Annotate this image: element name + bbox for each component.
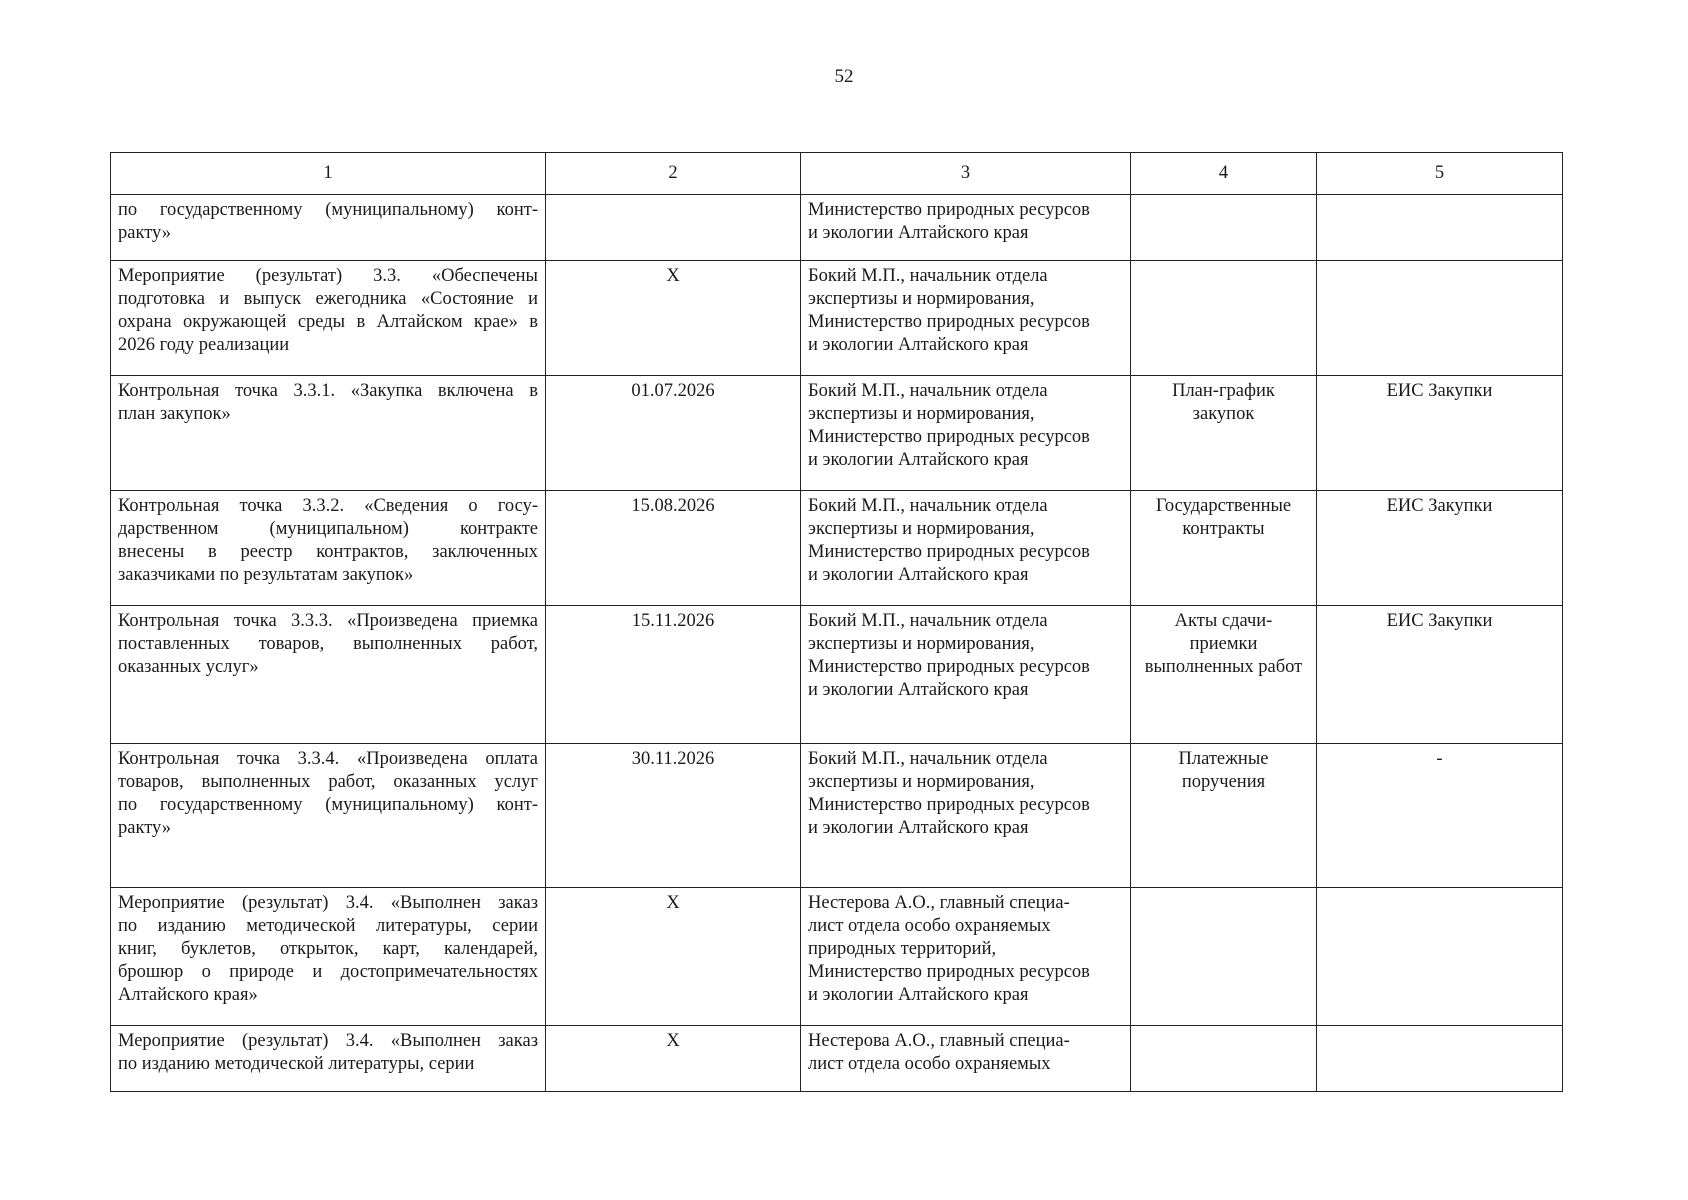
document-cell [1131,888,1317,1026]
activity-cell [111,1026,546,1092]
date-cell: 15.08.2026 [546,491,801,606]
document-line: Платежные [1178,749,1269,769]
responsible-line: и экологии Алтайского края [808,223,1029,243]
table-row [111,888,1563,1026]
column-header-2: 2 [546,153,801,195]
responsible-line: и экологии Алтайского края [808,335,1029,355]
document-line: Государственные [1155,496,1292,516]
responsible-line: Министерство природных ресурсов [808,200,1090,220]
responsible-line: лист отдела особо охраняемых [808,916,1051,936]
responsible-cell [801,491,1131,606]
responsible-cell [801,1026,1131,1092]
activity-line: Алтайского края» [118,985,258,1005]
activity-line: дарственном (муниципальном) контракте [118,519,538,539]
activity-line: Контрольная точка 3.3.4. «Произведена оплата [118,749,538,769]
date-cell: 30.11.2026 [546,744,801,888]
responsible-line: природных территорий, [808,939,997,959]
activity-line: ракту» [118,223,172,243]
column-header-1: 1 [111,153,546,195]
document-cell [1131,491,1317,606]
activity-cell [111,606,546,744]
system-cell: - [1317,744,1563,888]
responsible-line: Министерство природных ресурсов [808,312,1090,332]
document-cell [1131,195,1317,261]
activity-line: заказчиками по результатам закупок» [118,565,414,585]
activity-line: Контрольная точка 3.3.2. «Сведения о госу- [118,496,538,516]
responsible-line: Бокий М.П., начальник отдела [808,496,1048,516]
responsible-line: экспертизы и нормирования, [808,634,1035,654]
header-row [111,153,1563,195]
column-header-5: 5 [1317,153,1563,195]
activity-line: Мероприятие (результат) 3.4. «Выполнен заказ [118,1031,538,1051]
document-line: выполненных работ [1144,657,1303,677]
column-header-3: 3 [801,153,1131,195]
responsible-line: Нестерова А.О., главный специа- [808,1031,1070,1051]
plan-table [110,152,1563,1092]
responsible-line: экспертизы и нормирования, [808,404,1035,424]
responsible-line: экспертизы и нормирования, [808,519,1035,539]
document-cell [1131,376,1317,491]
date-cell [546,195,801,261]
responsible-line: Министерство природных ресурсов [808,427,1090,447]
date-cell: Х [546,888,801,1026]
document-cell [1131,606,1317,744]
activity-line: по государственному (муниципальному) конт- [118,795,538,815]
activity-line: 2026 году реализации [118,335,290,355]
table-body [111,153,1563,1092]
responsible-line: Министерство природных ресурсов [808,795,1090,815]
document-cell [1131,261,1317,376]
responsible-cell [801,888,1131,1026]
activity-cell [111,376,546,491]
responsible-line: и экологии Алтайского края [808,565,1029,585]
document-line: закупок [1192,404,1255,424]
activity-line: по изданию методической литературы, серии [118,916,538,936]
date-cell: Х [546,1026,801,1092]
activity-line: ракту» [118,818,172,838]
document-line: контракты [1182,519,1265,539]
responsible-line: Бокий М.П., начальник отдела [808,381,1048,401]
document-line: приемки [1189,634,1258,654]
activity-line: оказанных услуг» [118,657,259,677]
responsible-cell [801,744,1131,888]
responsible-line: Министерство природных ресурсов [808,542,1090,562]
activity-cell [111,491,546,606]
document-cell [1131,1026,1317,1092]
activity-line: брошюр о природе и достопримечательностях [118,962,538,982]
date-cell: 15.11.2026 [546,606,801,744]
document-line: Акты сдачи- [1174,611,1273,631]
system-cell [1317,261,1563,376]
system-cell [1317,1026,1563,1092]
responsible-line: Министерство природных ресурсов [808,962,1090,982]
activity-line: книг, буклетов, открыток, карт, календарей, [118,939,538,959]
responsible-cell [801,195,1131,261]
date-cell: Х [546,261,801,376]
system-cell: ЕИС Закупки [1317,376,1563,491]
activity-line: поставленных товаров, выполненных работ, [118,634,538,654]
responsible-line: и экологии Алтайского края [808,450,1029,470]
activity-cell [111,261,546,376]
table-row [111,376,1563,491]
system-cell: ЕИС Закупки [1317,491,1563,606]
responsible-line: и экологии Алтайского края [808,985,1029,1005]
document-line: поручения [1181,772,1266,792]
table-row [111,195,1563,261]
responsible-cell [801,376,1131,491]
responsible-line: Бокий М.П., начальник отдела [808,266,1048,286]
responsible-line: Бокий М.П., начальник отдела [808,611,1048,631]
activity-line: охрана окружающей среды в Алтайском крае» в [118,312,538,332]
page-number: 52 [834,66,854,87]
activity-line: по государственному (муниципальному) конт- [118,200,538,220]
table-row [111,261,1563,376]
activity-line: Мероприятие (результат) 3.3. «Обеспечены [118,266,538,286]
activity-line: по изданию методической литературы, серии [118,1054,475,1074]
responsible-line: Нестерова А.О., главный специа- [808,893,1070,913]
activity-line: Контрольная точка 3.3.3. «Произведена приемка [118,611,538,631]
table-row [111,606,1563,744]
responsible-line: и экологии Алтайского края [808,818,1029,838]
activity-cell [111,195,546,261]
table-row [111,1026,1563,1092]
activity-cell [111,888,546,1026]
system-cell: ЕИС Закупки [1317,606,1563,744]
activity-line: Мероприятие (результат) 3.4. «Выполнен заказ [118,893,538,913]
responsible-cell [801,261,1131,376]
responsible-line: экспертизы и нормирования, [808,289,1035,309]
responsible-line: экспертизы и нормирования, [808,772,1035,792]
responsible-line: Министерство природных ресурсов [808,657,1090,677]
activity-line: подготовка и выпуск ежегодника «Состояние и [118,289,538,309]
table-row [111,491,1563,606]
responsible-line: Бокий М.П., начальник отдела [808,749,1048,769]
activity-line: план закупок» [118,404,231,424]
responsible-cell [801,606,1131,744]
activity-line: Контрольная точка 3.3.1. «Закупка включена в [118,381,538,401]
system-cell [1317,195,1563,261]
table-row [111,744,1563,888]
document-line: План-график [1172,381,1275,401]
system-cell [1317,888,1563,1026]
responsible-line: и экологии Алтайского края [808,680,1029,700]
date-cell: 01.07.2026 [546,376,801,491]
activity-cell [111,744,546,888]
activity-line: товаров, выполненных работ, оказанных услуг [118,772,538,792]
responsible-line: лист отдела особо охраняемых [808,1054,1051,1074]
column-header-4: 4 [1131,153,1317,195]
document-cell [1131,744,1317,888]
activity-line: внесены в реестр контрактов, заключенных [118,542,538,562]
